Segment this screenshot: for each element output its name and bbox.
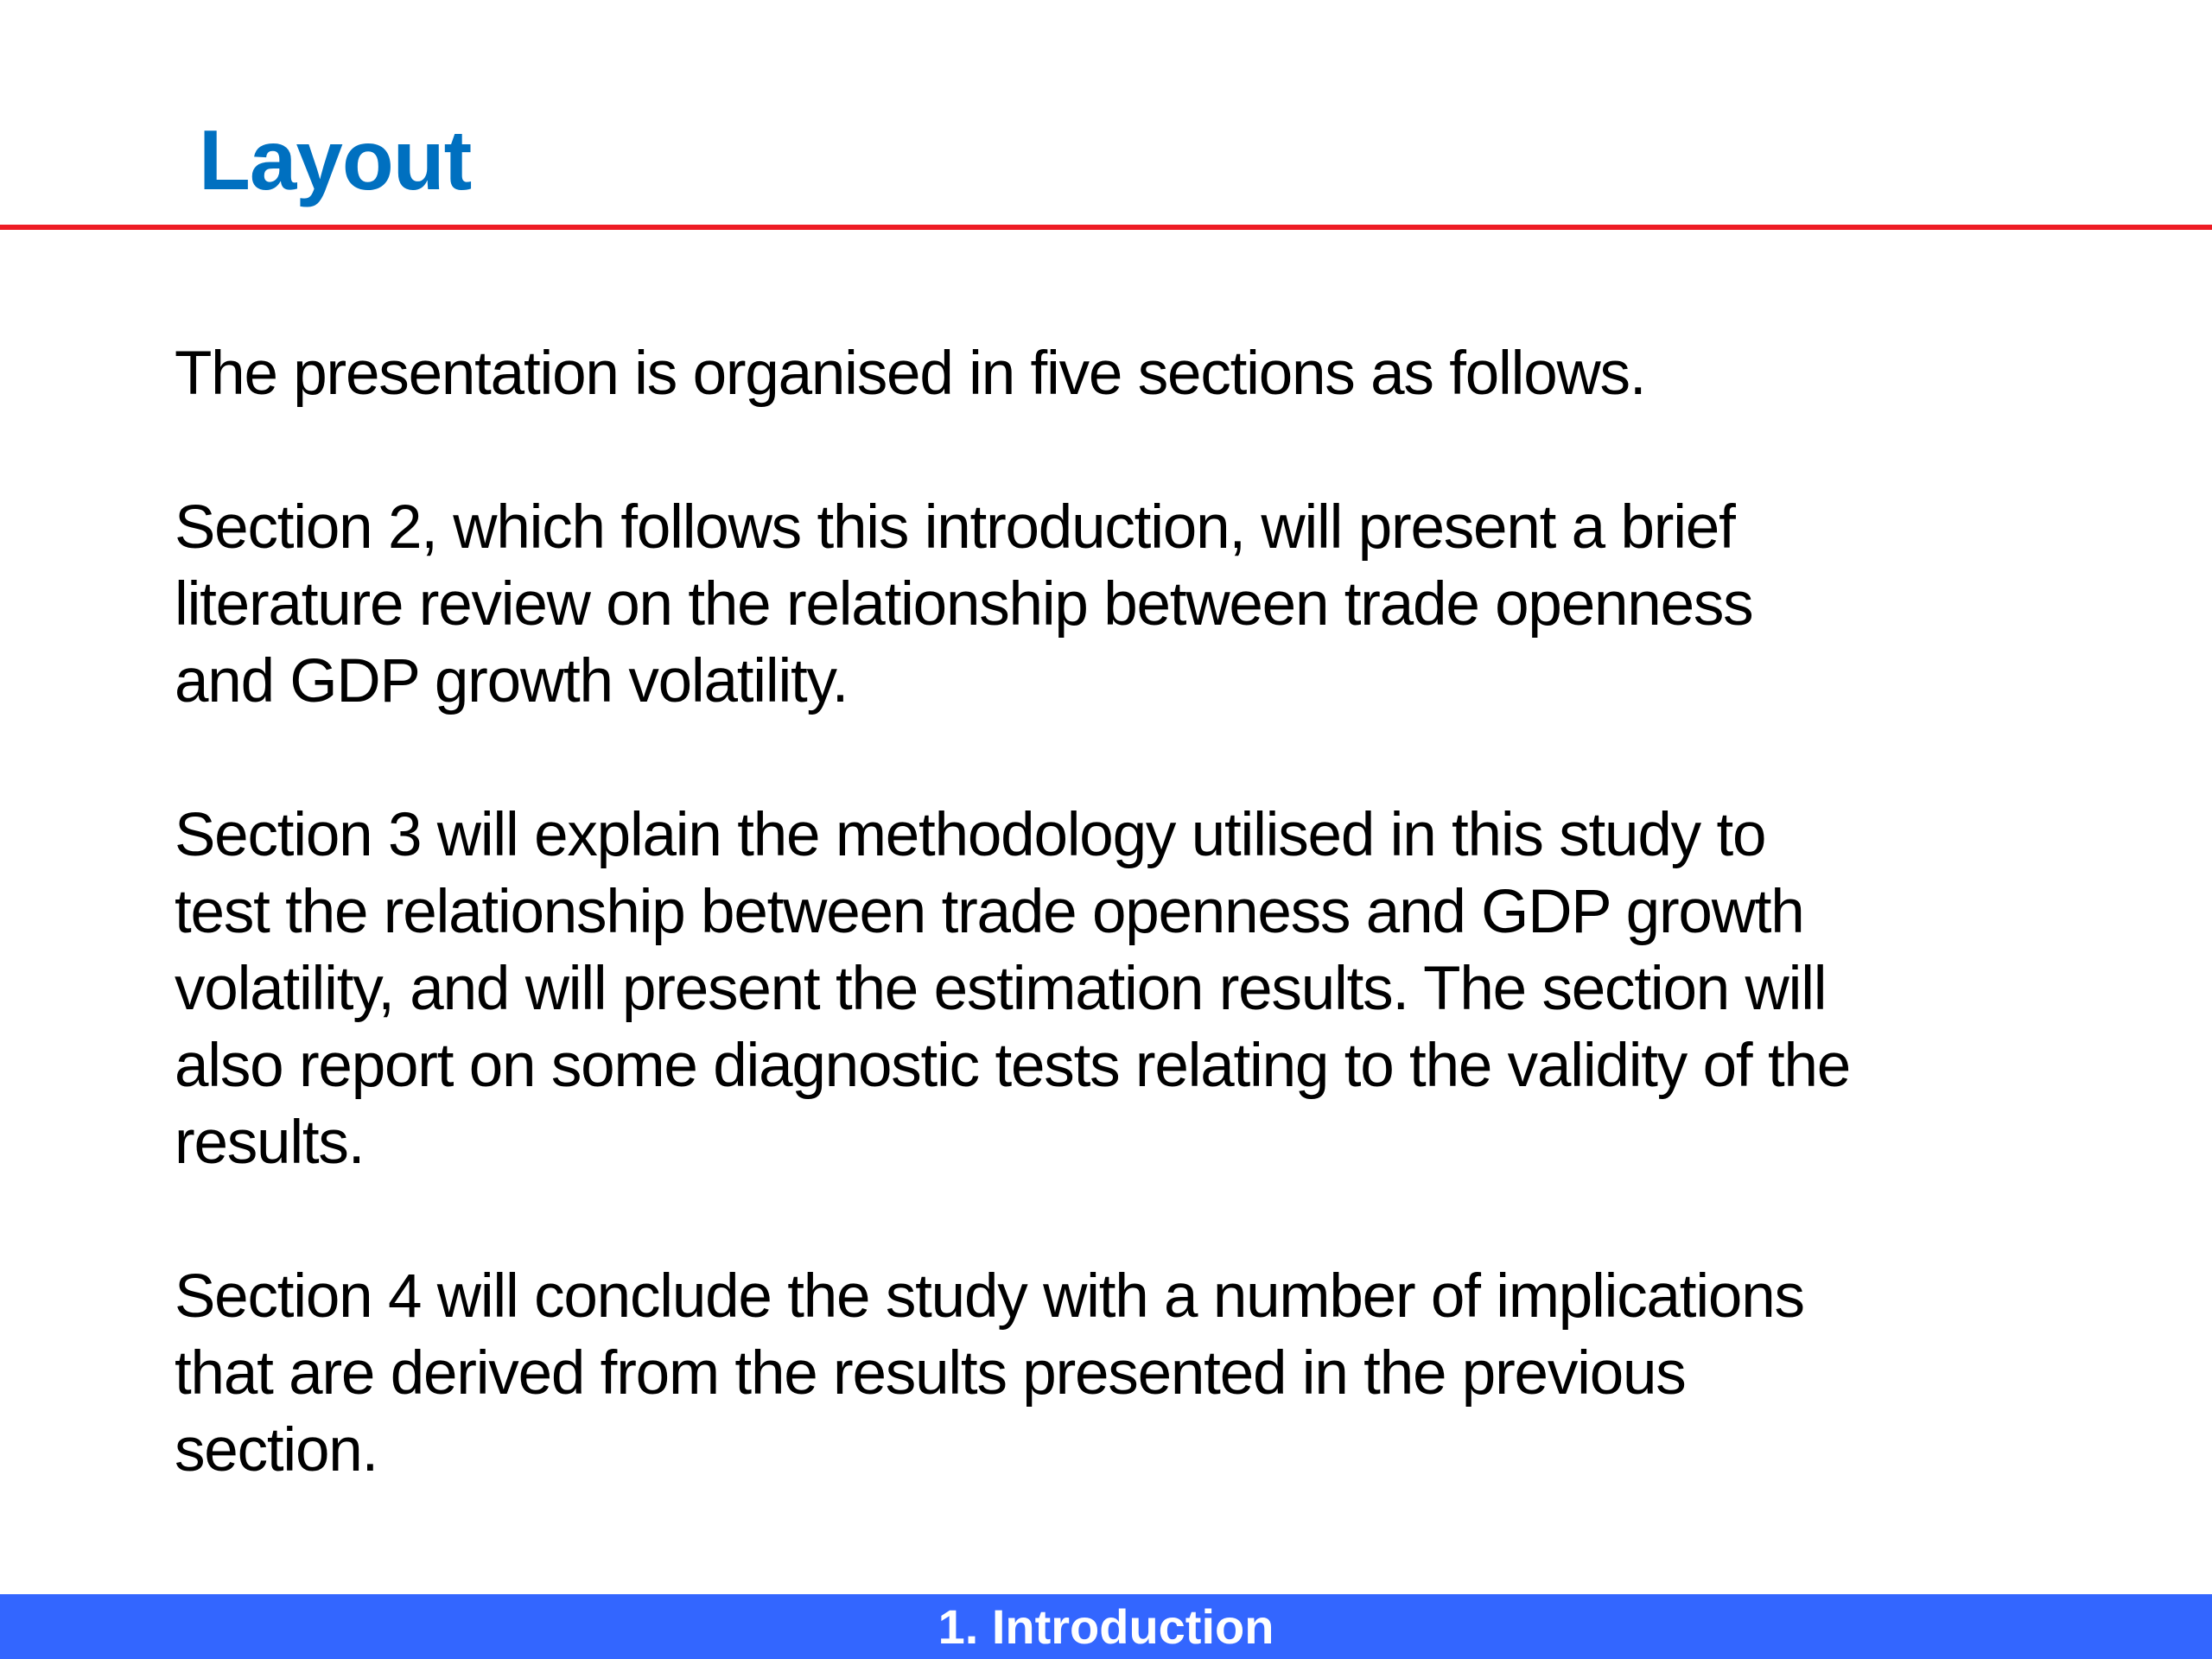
paragraph-section-4: Section 4 will conclude the study with a number of implications that are derived from the results presented in the previous section.: [175, 1262, 1804, 1484]
slide-body: [175, 335, 2162, 1566]
footer-bar: [0, 1594, 2212, 1659]
title-divider: [0, 225, 2212, 230]
paragraph-section-2: Section 2, which follows this introduction, will present a brief literature review on the relationship between trade openness and GDP growth volatility.: [175, 493, 1753, 715]
paragraph-section-3: Section 3 will explain the methodology utilised in this study to test the relationship between trade openness and GDP growth volatility, and will present the estimation results. The section will also report on some diagnostic tests relating to the validity of the results.: [175, 801, 1851, 1177]
paragraph-intro: The presentation is organised in five sections as follows.: [175, 340, 1646, 408]
slide-title: Layout: [199, 112, 472, 207]
footer-section-label: 1. Introduction: [938, 1599, 1274, 1654]
